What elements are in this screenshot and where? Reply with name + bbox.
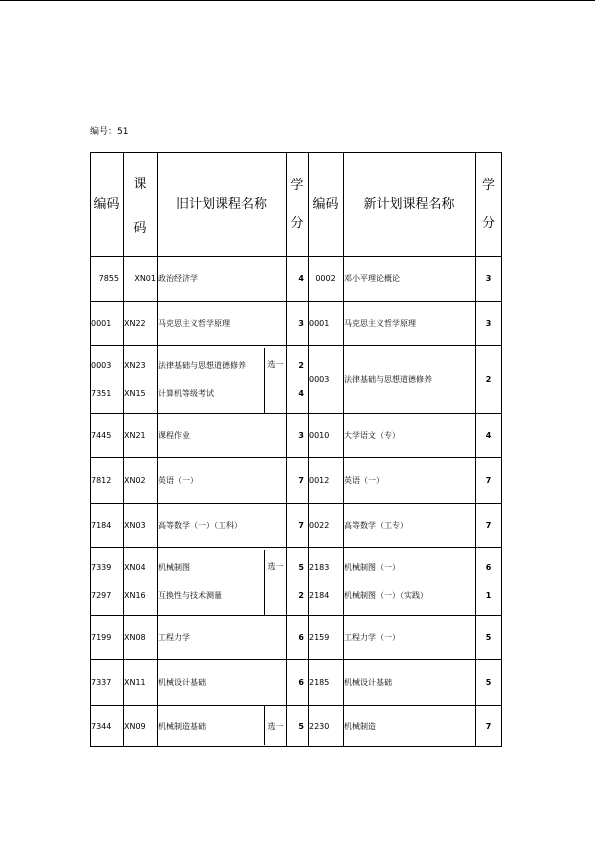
old-code: 7339 — [91, 563, 112, 572]
new-credit: 5 — [485, 633, 492, 642]
old-code: 7337 — [91, 678, 112, 687]
old-credit: 2 — [298, 361, 304, 370]
old-course-name: 课程作业 — [158, 431, 190, 440]
course-mapping-table — [90, 152, 502, 763]
old-credit: 5 — [298, 721, 304, 731]
course-code: XN09 — [124, 721, 146, 731]
new-code: 2185 — [309, 678, 330, 687]
old-code: 7199 — [91, 633, 112, 642]
old-credit: 6 — [298, 633, 304, 642]
new-code: 2159 — [309, 633, 330, 642]
old-course-name: 机械制造基础 — [158, 721, 206, 731]
new-code: 0003 — [309, 375, 330, 384]
new-code: 0022 — [309, 521, 330, 530]
old-code: 7445 — [91, 431, 112, 440]
new-course-name: 机械制图（一） — [344, 563, 400, 572]
old-code: 7344 — [91, 721, 112, 731]
new-course-name: 机械设计基础 — [344, 678, 392, 687]
old-credit: 3 — [298, 319, 304, 328]
new-code: 0012 — [309, 476, 330, 485]
old-code: 0001 — [91, 319, 112, 328]
header-old-credit: 分 — [290, 215, 304, 231]
new-credit: 2 — [485, 375, 492, 384]
old-course-name: 互换性与技术测量 — [158, 591, 222, 600]
course-code: XN16 — [124, 591, 146, 600]
old-credit: 2 — [298, 591, 304, 600]
header-old-course-name: 旧计划课程名称 — [175, 196, 267, 212]
choose-one-note: 选一 — [267, 360, 284, 369]
new-course-name: 机械制图（一）（实践） — [344, 591, 428, 600]
new-course-name: 英语（一） — [344, 476, 384, 485]
choose-one-note: 选一 — [267, 721, 284, 731]
row-divider — [90, 746, 502, 747]
old-credit: 6 — [298, 678, 304, 687]
header-course-code: 课 — [133, 176, 147, 192]
header-new-course-name: 新计划课程名称 — [363, 196, 455, 212]
new-credit: 7 — [485, 476, 492, 485]
old-code: 7812 — [91, 476, 112, 485]
new-credit: 1 — [485, 591, 492, 600]
new-course-name: 邓小平理论概论 — [344, 274, 400, 283]
course-code: XN01 — [134, 274, 156, 283]
header-old-credit: 学 — [290, 177, 304, 193]
new-code: 2230 — [309, 721, 330, 731]
new-code: 0001 — [309, 319, 330, 328]
new-code: 0010 — [309, 431, 330, 440]
course-code: XN15 — [124, 389, 146, 398]
header-old-code: 编码 — [93, 196, 120, 212]
course-code: XN22 — [124, 319, 146, 328]
old-course-name: 英语（一） — [158, 476, 198, 485]
header-new-credit: 学 — [481, 177, 495, 193]
new-credit: 3 — [485, 319, 492, 328]
new-credit: 4 — [485, 431, 492, 440]
new-course-name: 工程力学（一） — [344, 633, 400, 642]
old-code: 7184 — [91, 521, 112, 530]
old-course-name: 机械制图 — [158, 563, 190, 572]
choose-one-note: 选一 — [267, 562, 284, 571]
new-course-name: 高等数学（工专） — [344, 521, 408, 530]
new-code: 0002 — [315, 274, 336, 283]
old-course-name: 马克思主义哲学原理 — [158, 319, 230, 328]
new-course-name: 马克思主义哲学原理 — [344, 319, 416, 328]
new-credit: 6 — [485, 563, 492, 572]
header-new-credit: 分 — [481, 215, 495, 231]
document-number: 编号：51 — [90, 127, 129, 137]
old-course-name: 法律基础与思想道德修养 — [158, 361, 246, 370]
course-code: XN04 — [124, 563, 146, 572]
course-code: XN08 — [124, 633, 146, 642]
new-course-name: 法律基础与思想道德修养 — [344, 375, 432, 384]
old-credit: 5 — [298, 563, 304, 572]
new-course-name: 机械制造 — [344, 721, 376, 731]
old-credit: 4 — [298, 274, 304, 283]
new-credit: 7 — [485, 721, 492, 731]
old-code: 7855 — [98, 274, 119, 283]
new-course-name: 大学语文（专） — [344, 431, 400, 440]
course-code: XN03 — [124, 521, 146, 530]
old-credit: 3 — [298, 431, 304, 440]
top-rule — [0, 0, 595, 1]
old-code: 7351 — [91, 389, 112, 398]
old-course-name: 高等数学（一）（工科） — [158, 521, 242, 530]
course-code: XN02 — [124, 476, 146, 485]
old-course-name: 工程力学 — [158, 633, 190, 642]
new-credit: 7 — [485, 521, 492, 530]
old-course-name: 政治经济学 — [158, 274, 198, 283]
old-course-name: 机械设计基础 — [158, 678, 206, 687]
old-code: 7297 — [91, 591, 112, 600]
new-credit: 5 — [485, 678, 492, 687]
new-code: 2183 — [309, 563, 330, 572]
old-credit: 7 — [298, 521, 304, 530]
course-code: XN21 — [124, 431, 146, 440]
new-code: 2184 — [309, 591, 330, 600]
new-credit: 3 — [485, 274, 492, 283]
old-code: 0003 — [91, 361, 112, 370]
old-course-name: 计算机等级考试 — [158, 389, 214, 398]
old-credit: 4 — [298, 389, 304, 398]
row-divider — [90, 547, 502, 548]
course-code: XN11 — [124, 678, 146, 687]
course-code: XN23 — [124, 361, 146, 370]
old-credit: 7 — [298, 476, 304, 485]
header-new-code: 编码 — [312, 196, 339, 212]
header-course-code: 码 — [133, 220, 147, 236]
